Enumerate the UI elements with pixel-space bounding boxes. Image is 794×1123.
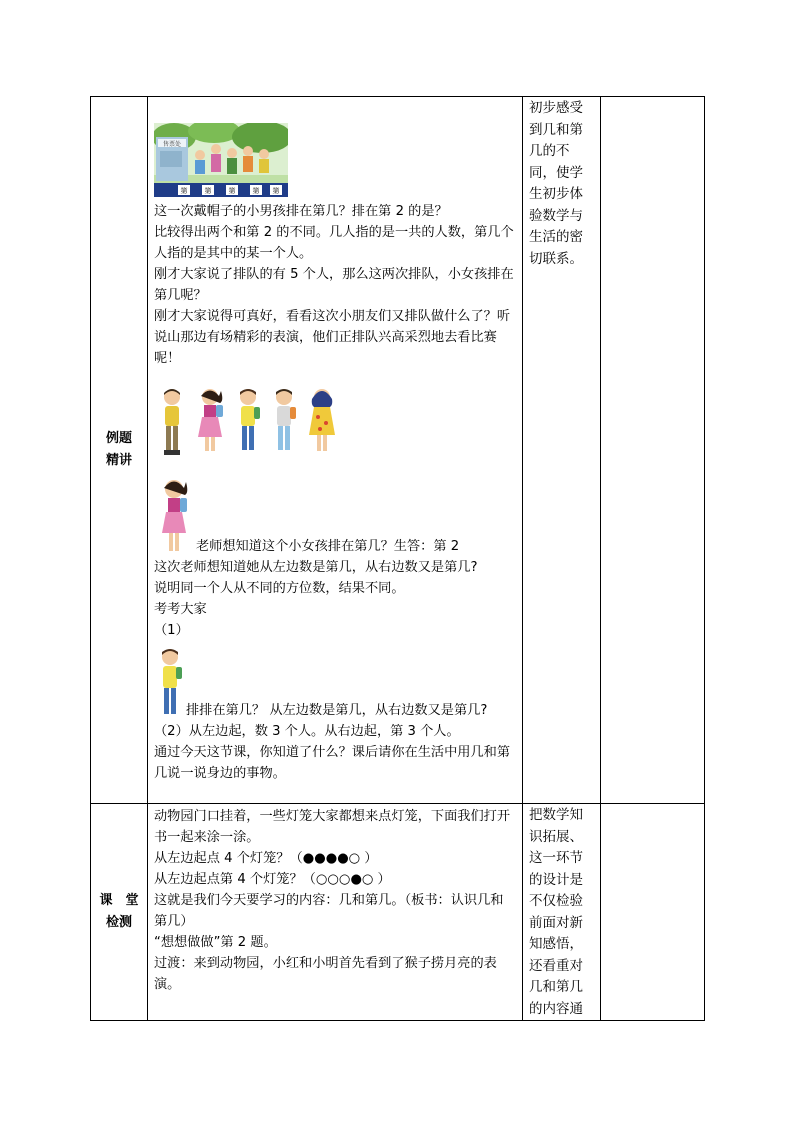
example-note-cell: 初步感受到几和第几的不同，使学生初步体验数学与生活的密切联系。 bbox=[523, 97, 601, 804]
ticket-queue-illustration bbox=[154, 123, 288, 197]
text-line: 刚才大家说了排队的有 5 个人，那么这两次排队，小女孩排在第几呢？ bbox=[154, 267, 514, 303]
example-label-cell bbox=[91, 97, 148, 804]
ticket-label: 第 bbox=[180, 187, 188, 195]
text-line: 这次老师想知道她从左边数是第几，从右边数又是第几? bbox=[154, 560, 478, 575]
text-line: 考考大家 bbox=[154, 602, 207, 617]
ticket-label: 第 bbox=[228, 187, 236, 195]
text-line: 刚才大家说得可真好，看看这次小朋友们又排队做什么了？听说山那边有场精彩的表演，他们正排队兴高采烈地去看比赛呢！ bbox=[154, 309, 511, 366]
text-line: “想想做做”第 2 题。 bbox=[154, 935, 277, 950]
check-label-line2: 检测 bbox=[105, 915, 132, 930]
ticket-label: 第 bbox=[272, 187, 280, 195]
ticket-sign: 售票处 bbox=[162, 141, 182, 148]
boy-question-line bbox=[154, 647, 516, 721]
check-label-line1: 课 堂 bbox=[99, 893, 139, 908]
check-content-cell bbox=[148, 804, 523, 1021]
text-line: 过渡：来到动物园，小红和小明首先看到了猴子捞月亮的表演。 bbox=[154, 956, 497, 992]
ticket-label: 第 bbox=[204, 187, 212, 195]
child-boy-icon bbox=[156, 647, 184, 721]
boy-question-text: 排排在第几？ 从左边数是第几，从右边数又是第几? bbox=[186, 703, 488, 718]
girl-question-line bbox=[154, 477, 516, 557]
child-girl-icon bbox=[158, 477, 190, 557]
child-girl-icon bbox=[306, 387, 338, 457]
lesson-plan-table bbox=[90, 96, 705, 1021]
check-label-cell bbox=[91, 804, 148, 1021]
text-line: 通过今天这节课，你知道了什么？课后请你在生活中用几和第几说一说身边的事物。 bbox=[154, 745, 511, 781]
text-line: 这就是我们今天要学习的内容：几和第几。（板书：认识几和第几） bbox=[154, 893, 504, 929]
text-line: 说明同一个人从不同的方位数，结果不同。 bbox=[154, 581, 405, 596]
example-empty-cell bbox=[601, 97, 705, 804]
example-content-cell bbox=[148, 97, 523, 804]
check-empty-cell bbox=[601, 804, 705, 1021]
example-label-line1: 例题 bbox=[105, 431, 132, 446]
check-row bbox=[91, 804, 705, 1021]
text-line: 从左边起点第 4 个灯笼？（○○○●○ ） bbox=[154, 872, 391, 887]
text-line: （1） bbox=[154, 623, 189, 638]
example-row bbox=[91, 97, 705, 804]
text-line: 动物园门口挂着，一些灯笼大家都想来点灯笼，下面我们打开书一起来涂一涂。 bbox=[154, 809, 511, 845]
example-label-line2: 精讲 bbox=[105, 453, 132, 468]
child-girl-icon bbox=[194, 387, 226, 457]
text-line: 从左边起点 4 个灯笼？（●●●●○ ） bbox=[154, 851, 378, 866]
text-line: 比较得出两个和第 2 的不同。几人指的是一共的人数，第几个人指的是其中的某一个人。 bbox=[154, 225, 514, 261]
text-line: 这一次戴帽子的小男孩排在第几？排在第 2 的是？ bbox=[154, 204, 448, 219]
check-note-cell: 把数学知识拓展、这一环节的设计是不仅检验前面对新知感悟，还看重对几和第几的内容通 bbox=[523, 804, 601, 1021]
child-boy-icon bbox=[270, 387, 298, 457]
ticket-label: 第 bbox=[252, 187, 260, 195]
five-children-illustration bbox=[158, 387, 516, 457]
child-boy-icon bbox=[158, 387, 186, 457]
text-line: （2）从左边起，数 3 个人。从右边起，第 3 个人。 bbox=[154, 724, 460, 739]
girl-question-text: 老师想知道这个小女孩排在第几？生答：第 2 bbox=[196, 539, 460, 554]
child-boy-icon bbox=[234, 387, 262, 457]
